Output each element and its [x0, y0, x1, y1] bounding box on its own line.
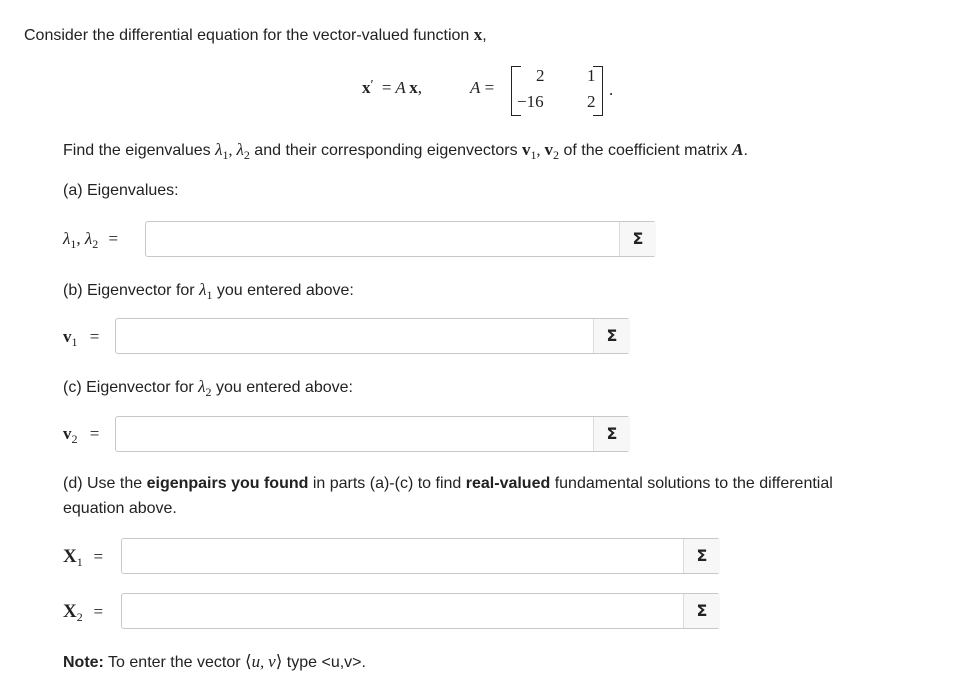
X1-input[interactable] [122, 539, 684, 573]
coefficient-matrix [505, 64, 619, 116]
eigenvalues-input[interactable] [146, 222, 620, 256]
sigma-icon[interactable]: Σ [684, 594, 720, 628]
sigma-icon[interactable]: Σ [620, 222, 656, 256]
problem-statement: Find the eigenvalues $\lambda_1$, $\lambda_2$ and their corresponding eigenvectors $v_1$, $v_2$ of the coefficient matrix A. [63, 140, 748, 162]
v2-label: $v_2$ = [63, 424, 100, 446]
matrix-a22: 2 [587, 92, 596, 111]
X2-answer-box [121, 593, 720, 629]
v2-input[interactable] [116, 417, 594, 451]
part-d-line1: (d) Use the eigenpairs you found in parts (a)-(c) to find real-valued fundamental solutions to the differential [63, 475, 833, 492]
sigma-icon[interactable]: Σ [594, 417, 630, 451]
part-c-label: (c) Eigenvector for $\lambda_2$ you entered above: [63, 377, 353, 399]
part-d-line2: equation above. [63, 500, 177, 517]
differential-equation: x′ = A x, [362, 78, 422, 97]
v2-answer-box [115, 416, 630, 452]
matrix-a11: 2 [536, 66, 545, 85]
eigenvalues-label: $\lambda_1$, $\lambda_2$ = [63, 229, 119, 251]
v1-answer-box [115, 318, 630, 354]
part-a-label: (a) Eigenvalues: [63, 182, 179, 199]
X2-label: $X_2$ = [63, 601, 104, 624]
note: Note: To enter the vector ⟨u, v⟩ type <u,v>. [63, 652, 366, 671]
matrix-a21: −16 [517, 92, 544, 111]
X1-label: $X_1$ = [63, 546, 104, 569]
sigma-icon[interactable]: Σ [684, 539, 720, 573]
intro-text: Consider the differential equation for the vector-valued function x, [24, 25, 487, 44]
matrix-period: . [609, 80, 614, 99]
v1-label: $v_1$ = [63, 327, 100, 349]
sigma-icon[interactable]: Σ [594, 319, 630, 353]
eigenvalues-answer-box [145, 221, 656, 257]
part-b-label: (b) Eigenvector for $\lambda_1$ you entered above: [63, 280, 354, 302]
X1-answer-box [121, 538, 720, 574]
v1-input[interactable] [116, 319, 594, 353]
X2-input[interactable] [122, 594, 684, 628]
matrix-a12: 1 [587, 66, 596, 85]
matrix-label: A = [470, 78, 495, 97]
